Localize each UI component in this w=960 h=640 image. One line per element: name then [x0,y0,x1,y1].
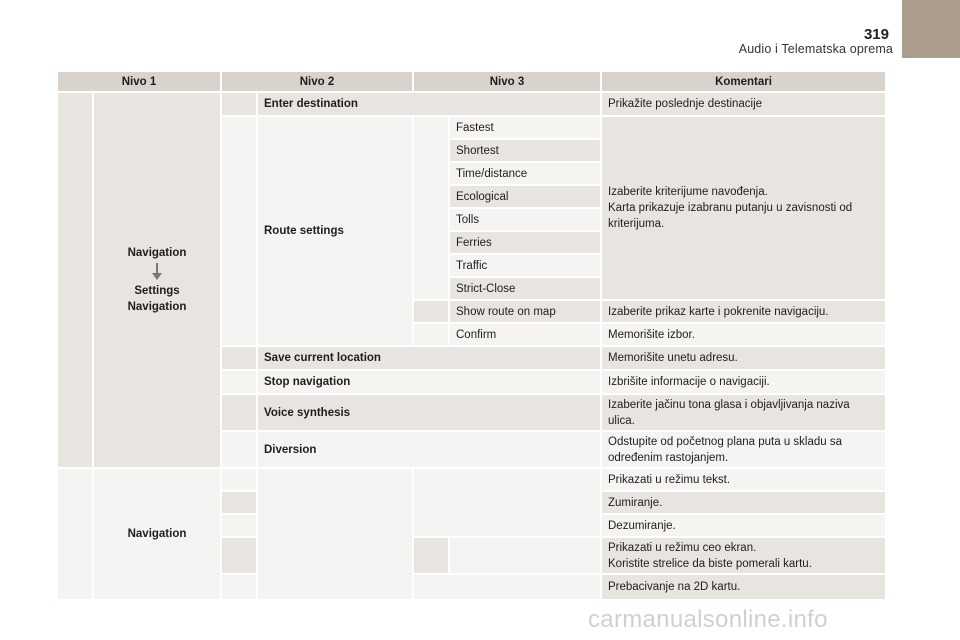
comment-diversion [602,432,885,467]
nivo3-spacer [414,538,448,573]
nivo2-spacer [222,347,256,369]
comment-confirm: Memorišite izbor. [602,324,885,345]
comment-line: Prikazati u režimu ceo ekran. [608,541,757,554]
nivo3-fastest: Fastest [450,117,600,138]
nivo2-spacer [222,538,256,573]
comment-save-location: Memorišite unetu adresu. [602,347,885,369]
comment-stop-navigation: Izbrišite informacije o navigaciji. [602,371,885,393]
nivo2-spacer [222,117,256,345]
header-nivo2: Nivo 2 [222,72,412,91]
nivo2-enter-destination: Enter destination [258,93,600,115]
comment-line: Koristite strelice da biste pomerali kartu. [608,557,812,570]
nivo3-spacer [414,324,448,345]
page-title: Audio i Telematska oprema [738,42,893,56]
comment-zoom-out: Dezumiranje. [602,515,885,536]
comment-2d-map: Prebacivanje na 2D kartu. [602,575,885,599]
nivo3-spacer [414,117,448,299]
arrow-down-icon [152,263,162,281]
nivo3-traffic: Traffic [450,255,600,276]
comment-line: Izaberite kriterijume navođenja. [608,186,768,198]
comment-line: određenim rastojanjem. [608,451,729,464]
nivo1-label-navigation-2: Navigation [127,301,187,313]
nivo3-strict-close: Strict-Close [450,278,600,299]
nivo3-empty [414,469,600,536]
comment-line: Odstupite od početnog plana puta u skladu sa [608,435,843,448]
nivo2-spacer [222,395,256,430]
nivo3-empty [450,538,600,573]
nivo2-spacer [222,515,256,536]
nivo3-shortest: Shortest [450,140,600,161]
nivo3-spacer [414,301,448,322]
nivo2-spacer [222,492,256,513]
nivo1-navigation-bottom: Navigation [94,469,220,599]
comment-line: Karta prikazuje izabranu putanju u zavisnosti od [608,202,853,214]
nivo1-label-settings: Settings [134,285,180,297]
nivo1-spacer [58,469,92,599]
watermark: carmanualsonline.info [588,606,828,633]
page-number: 319 [863,26,889,43]
nivo1-navigation-settings [94,93,220,467]
nivo2-stop-navigation: Stop navigation [258,371,600,393]
comment-route-criteria [602,117,885,299]
comment-voice-synthesis [602,395,885,430]
nivo2-spacer [222,432,256,467]
nivo2-save-current-location: Save current location [258,347,600,369]
nivo2-spacer [222,93,256,115]
nivo3-ferries: Ferries [450,232,600,253]
comment-zoom-in: Zumiranje. [602,492,885,513]
nivo3-empty [414,575,600,599]
menu-table [58,72,885,599]
comment-text-mode: Prikazati u režimu tekst. [602,469,885,490]
comment-line: kriterijuma. [608,218,665,230]
nivo3-show-route-on-map: Show route on map [450,301,600,322]
nivo1-label-navigation: Navigation [127,247,187,259]
nivo2-spacer [222,371,256,393]
comment-fullscreen [602,538,885,573]
nivo3-confirm: Confirm [450,324,600,345]
comment-show-route: Izaberite prikaz karte i pokrenite navigaciju. [602,301,885,322]
nivo3-tolls: Tolls [450,209,600,230]
nivo2-voice-synthesis: Voice synthesis [258,395,600,430]
header-nivo1: Nivo 1 [58,72,220,91]
nivo2-route-settings: Route settings [258,117,412,345]
comment-line: ulica. [608,414,635,427]
comment-enter-destination: Prikažite poslednje destinacije [602,93,885,115]
nivo2-empty [258,469,412,599]
chapter-tab [902,0,960,58]
nivo2-spacer [222,469,256,490]
nivo2-spacer [222,575,256,599]
header-komentari: Komentari [602,72,885,91]
nivo1-spacer [58,93,92,467]
nivo2-diversion: Diversion [258,432,600,467]
comment-line: Izaberite jačinu tona glasa i objavljivanja naziva [608,398,850,411]
nivo3-time-distance: Time/distance [450,163,600,184]
nivo3-ecological: Ecological [450,186,600,207]
header-nivo3: Nivo 3 [414,72,600,91]
